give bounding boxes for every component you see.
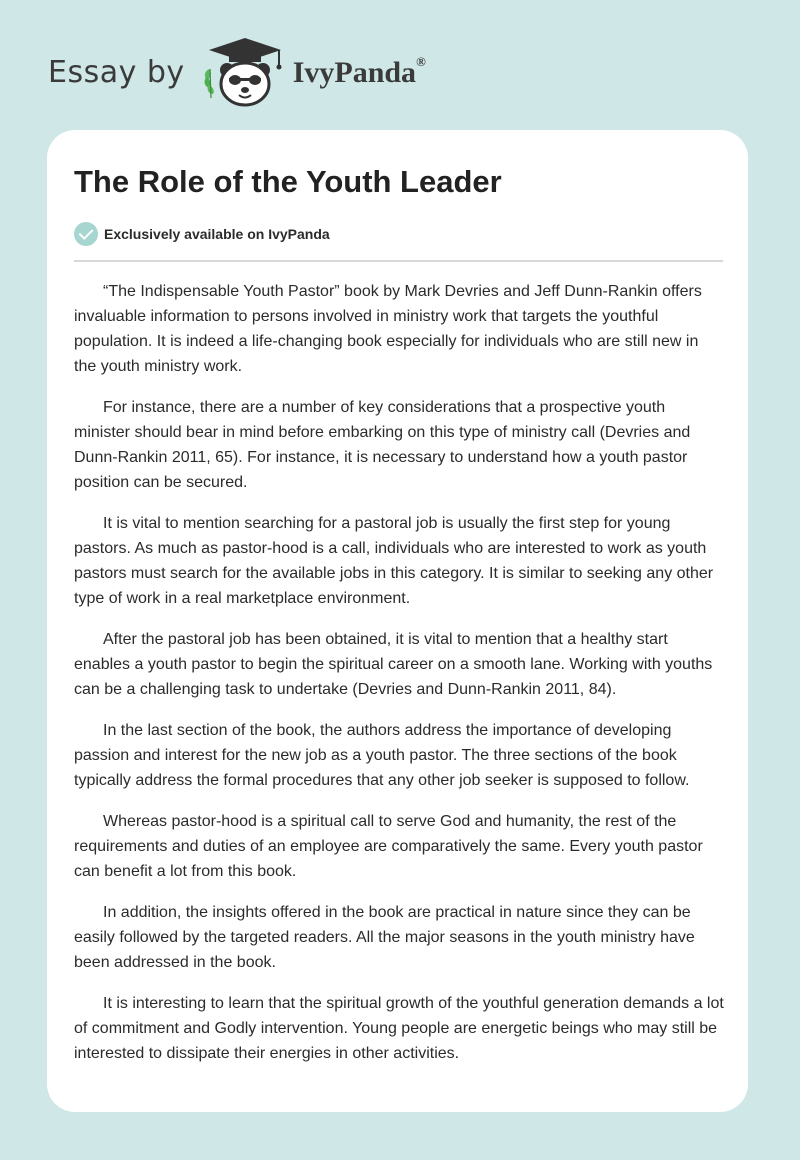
ivy-leaf-icon — [204, 69, 213, 98]
registered-mark: ® — [416, 54, 426, 69]
site-header — [48, 36, 426, 108]
essay-title: The Role of the Youth Leader — [74, 164, 502, 199]
paragraph: In addition, the insights offered in the book are practical in nature since they can be easily followed by the targeted readers. All the major seasons in the youth ministry have been addressed in the book. — [74, 904, 695, 971]
panda-graduate-icon[interactable] — [199, 36, 291, 108]
paragraph: After the pastoral job has been obtained, it is vital to mention that a healthy start enables a youth pastor to begin the spiritual career on a smooth lane. Working with youths can be a challenging task to undertake (Devries and Dunn-Rankin 2011, 84). — [74, 631, 713, 698]
paragraph: It is interesting to learn that the spiritual growth of the youthful generation demands a lot of commitment and Godly intervention. Young people are energetic beings who may still be interested to dissipate their energies in other activities. — [74, 995, 724, 1062]
paragraph: It is vital to mention searching for a pastoral job is usually the first step for young pastors. As much as pastor-hood is a call, individuals who are interested to work as youth pastors must search for the available jobs in this category. It is similar to seeking any other type of work in a real marketplace environment. — [74, 515, 714, 607]
paragraph: In the last section of the book, the authors address the importance of developing passion and interest for the new job as a youth pastor. The three sections of the book typically address the formal procedures that any other job seeker is supposed to follow. — [74, 722, 690, 789]
check-circle-icon — [74, 222, 98, 246]
exclusive-badge-label: Exclusively available on IvyPanda — [104, 226, 330, 242]
paragraph: “The Indispensable Youth Pastor” book by Mark Devries and Jeff Dunn-Rankin offers invaluable information to persons involved in ministry work that targets the youthful population. It is indeed a life-changing book especially for individuals who are still new in the youth ministry work. — [74, 283, 702, 375]
paragraph: For instance, there are a number of key considerations that a prospective youth minister should bear in mind before embarking on this type of ministry call (Devries and Dunn-Rankin 2011, 65). For instance, it is necessary to understand how a youth pastor position can be secured. — [74, 399, 691, 491]
exclusive-badge — [74, 222, 330, 246]
essay-by-label: Essay by — [48, 54, 185, 90]
brand-name[interactable] — [293, 54, 426, 90]
essay-card — [47, 130, 748, 1112]
brand-text: IvyPanda — [292, 56, 417, 89]
essay-body — [74, 279, 724, 1082]
title-divider — [74, 260, 723, 262]
paragraph: Whereas pastor-hood is a spiritual call to serve God and humanity, the rest of the requirements and duties of an employee are comparatively the same. Every youth pastor can benefit a lot from this book. — [74, 813, 703, 880]
